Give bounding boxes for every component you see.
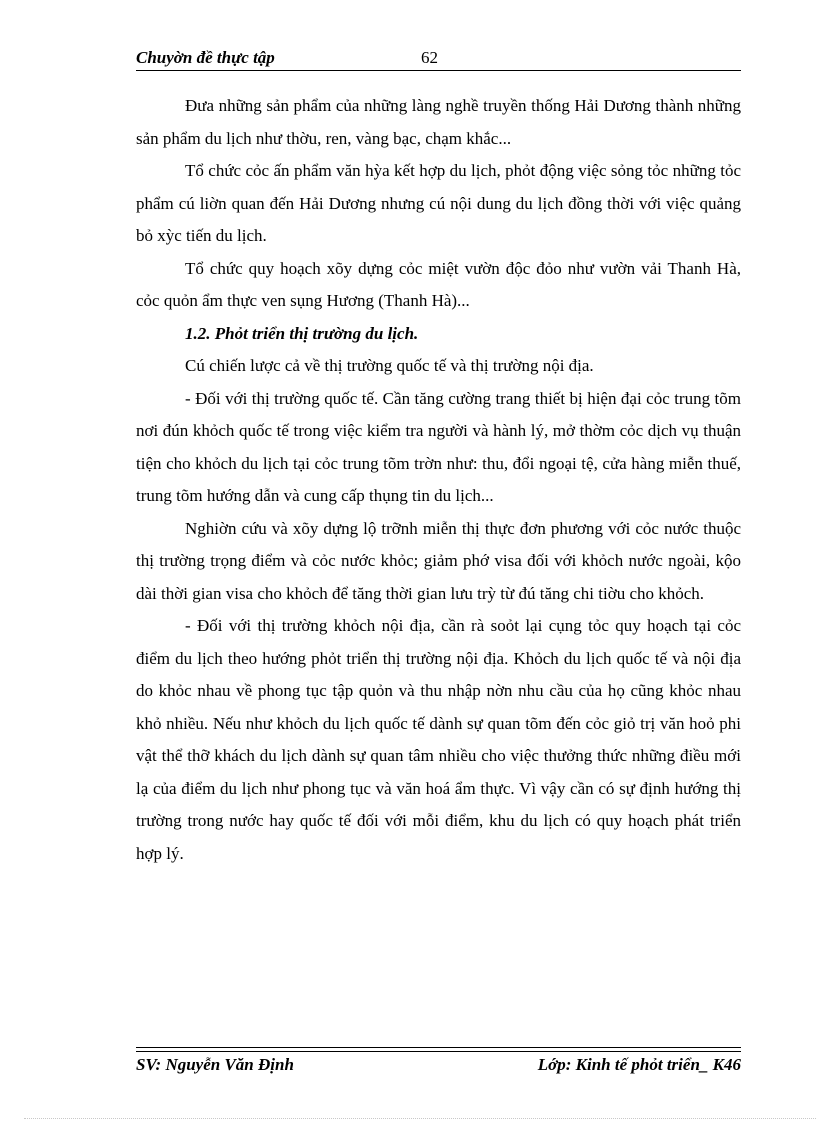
paragraph-4: Cú chiến lược cả về thị trường quốc tế và thị trường nội địa. [185,356,594,375]
header-title: Chuyờn đề thực tập [136,48,275,67]
paragraph-3: Tổ chức quy hoạch xõy dựng cỏc miệt vườn độc đỏo như vườn vải Thanh Hà, cỏc quỏn ẩm thực ven sụng Hương (Thanh Hà)... [136,258,741,310]
paragraph-6: Nghiờn cứu và xõy dựng lộ trỡnh miễn thị thực đơn phương với cỏc nước thuộc thị trường trọng điểm và cỏc nước khỏc; giảm phớ visa đối với khỏch nước ngoài, kộo dài thời gian visa cho khỏch để tăng thời gian lưu trỳ từ đú tăng chi tiờu cho khỏch. [136,518,741,603]
paragraph-5: - Đối với thị trường quốc tế. Cần tăng cường trang thiết bị hiện đại cỏc trung tõm nơi đún khỏch quốc tế trong việc kiểm tra người và hành lý, mở thờm cỏc dịch vụ thuận tiện cho khỏch du lịch tại cỏc trung tõm trờn như: thu, đổi ngoại tệ, cửa hàng miễn thuế, trung tõm hướng dẫn và cung cấp thụng tin du lịch... [136,388,741,505]
footer-student: SV: Nguyễn Văn Định [136,1055,294,1074]
footer-rule-thin [136,1051,741,1052]
header-rule [136,70,741,71]
page-bottom-dotted-line [24,1118,816,1119]
footer-rule [136,1047,741,1048]
paragraph-1: Đưa những sản phẩm của những làng nghề truyền thống Hải Dương thành những sản phẩm du lịch như thờu, ren, vàng bạc, chạm khắc... [136,96,741,148]
body-text [136,90,741,870]
page-number: 62 [421,48,438,67]
page-footer [136,1047,741,1087]
paragraph-7: - Đối với thị trường khỏch nội địa, cần rà soỏt lại cụng tỏc quy hoạch tại cỏc điểm du lịch theo hướng phỏt triển thị trường nội địa. Khỏch du lịch quốc tế và nội địa do khỏc nhau về phong tục tập quỏn và thu nhập nờn nhu cầu của họ cũng khỏc nhau khỏ nhiều. Nếu như khỏch du lịch quốc tế dành sự quan tõm đến cỏc giỏ trị văn hoỏ phi vật thể thỡ khách du lịch dành sự quan tâm nhiều cho việc thưởng thức những điều mới lạ của điểm du lịch như phong tục và văn hoá ẩm thực. Vì vậy cần có sự định hướng thị trường trong nước hay quốc tế đối với mỗi điểm, khu du lịch có quy hoạch phát triển hợp lý. [136,616,741,863]
footer-class: Lớp: Kinh tế phỏt triển_ K46 [537,1055,741,1074]
paragraph-2: Tổ chức cỏc ấn phẩm văn hỳa kết hợp du lịch, phỏt động việc sỏng tỏc những tỏc phẩm cú liờn quan đến Hải Dương nhưng cú nội dung du lịch đồng thời với việc quảng bỏ xỳc tiến du lịch. [136,161,741,245]
page-header [136,48,741,70]
section-heading: 1.2. Phỏt triển thị trường du lịch. [185,323,419,343]
